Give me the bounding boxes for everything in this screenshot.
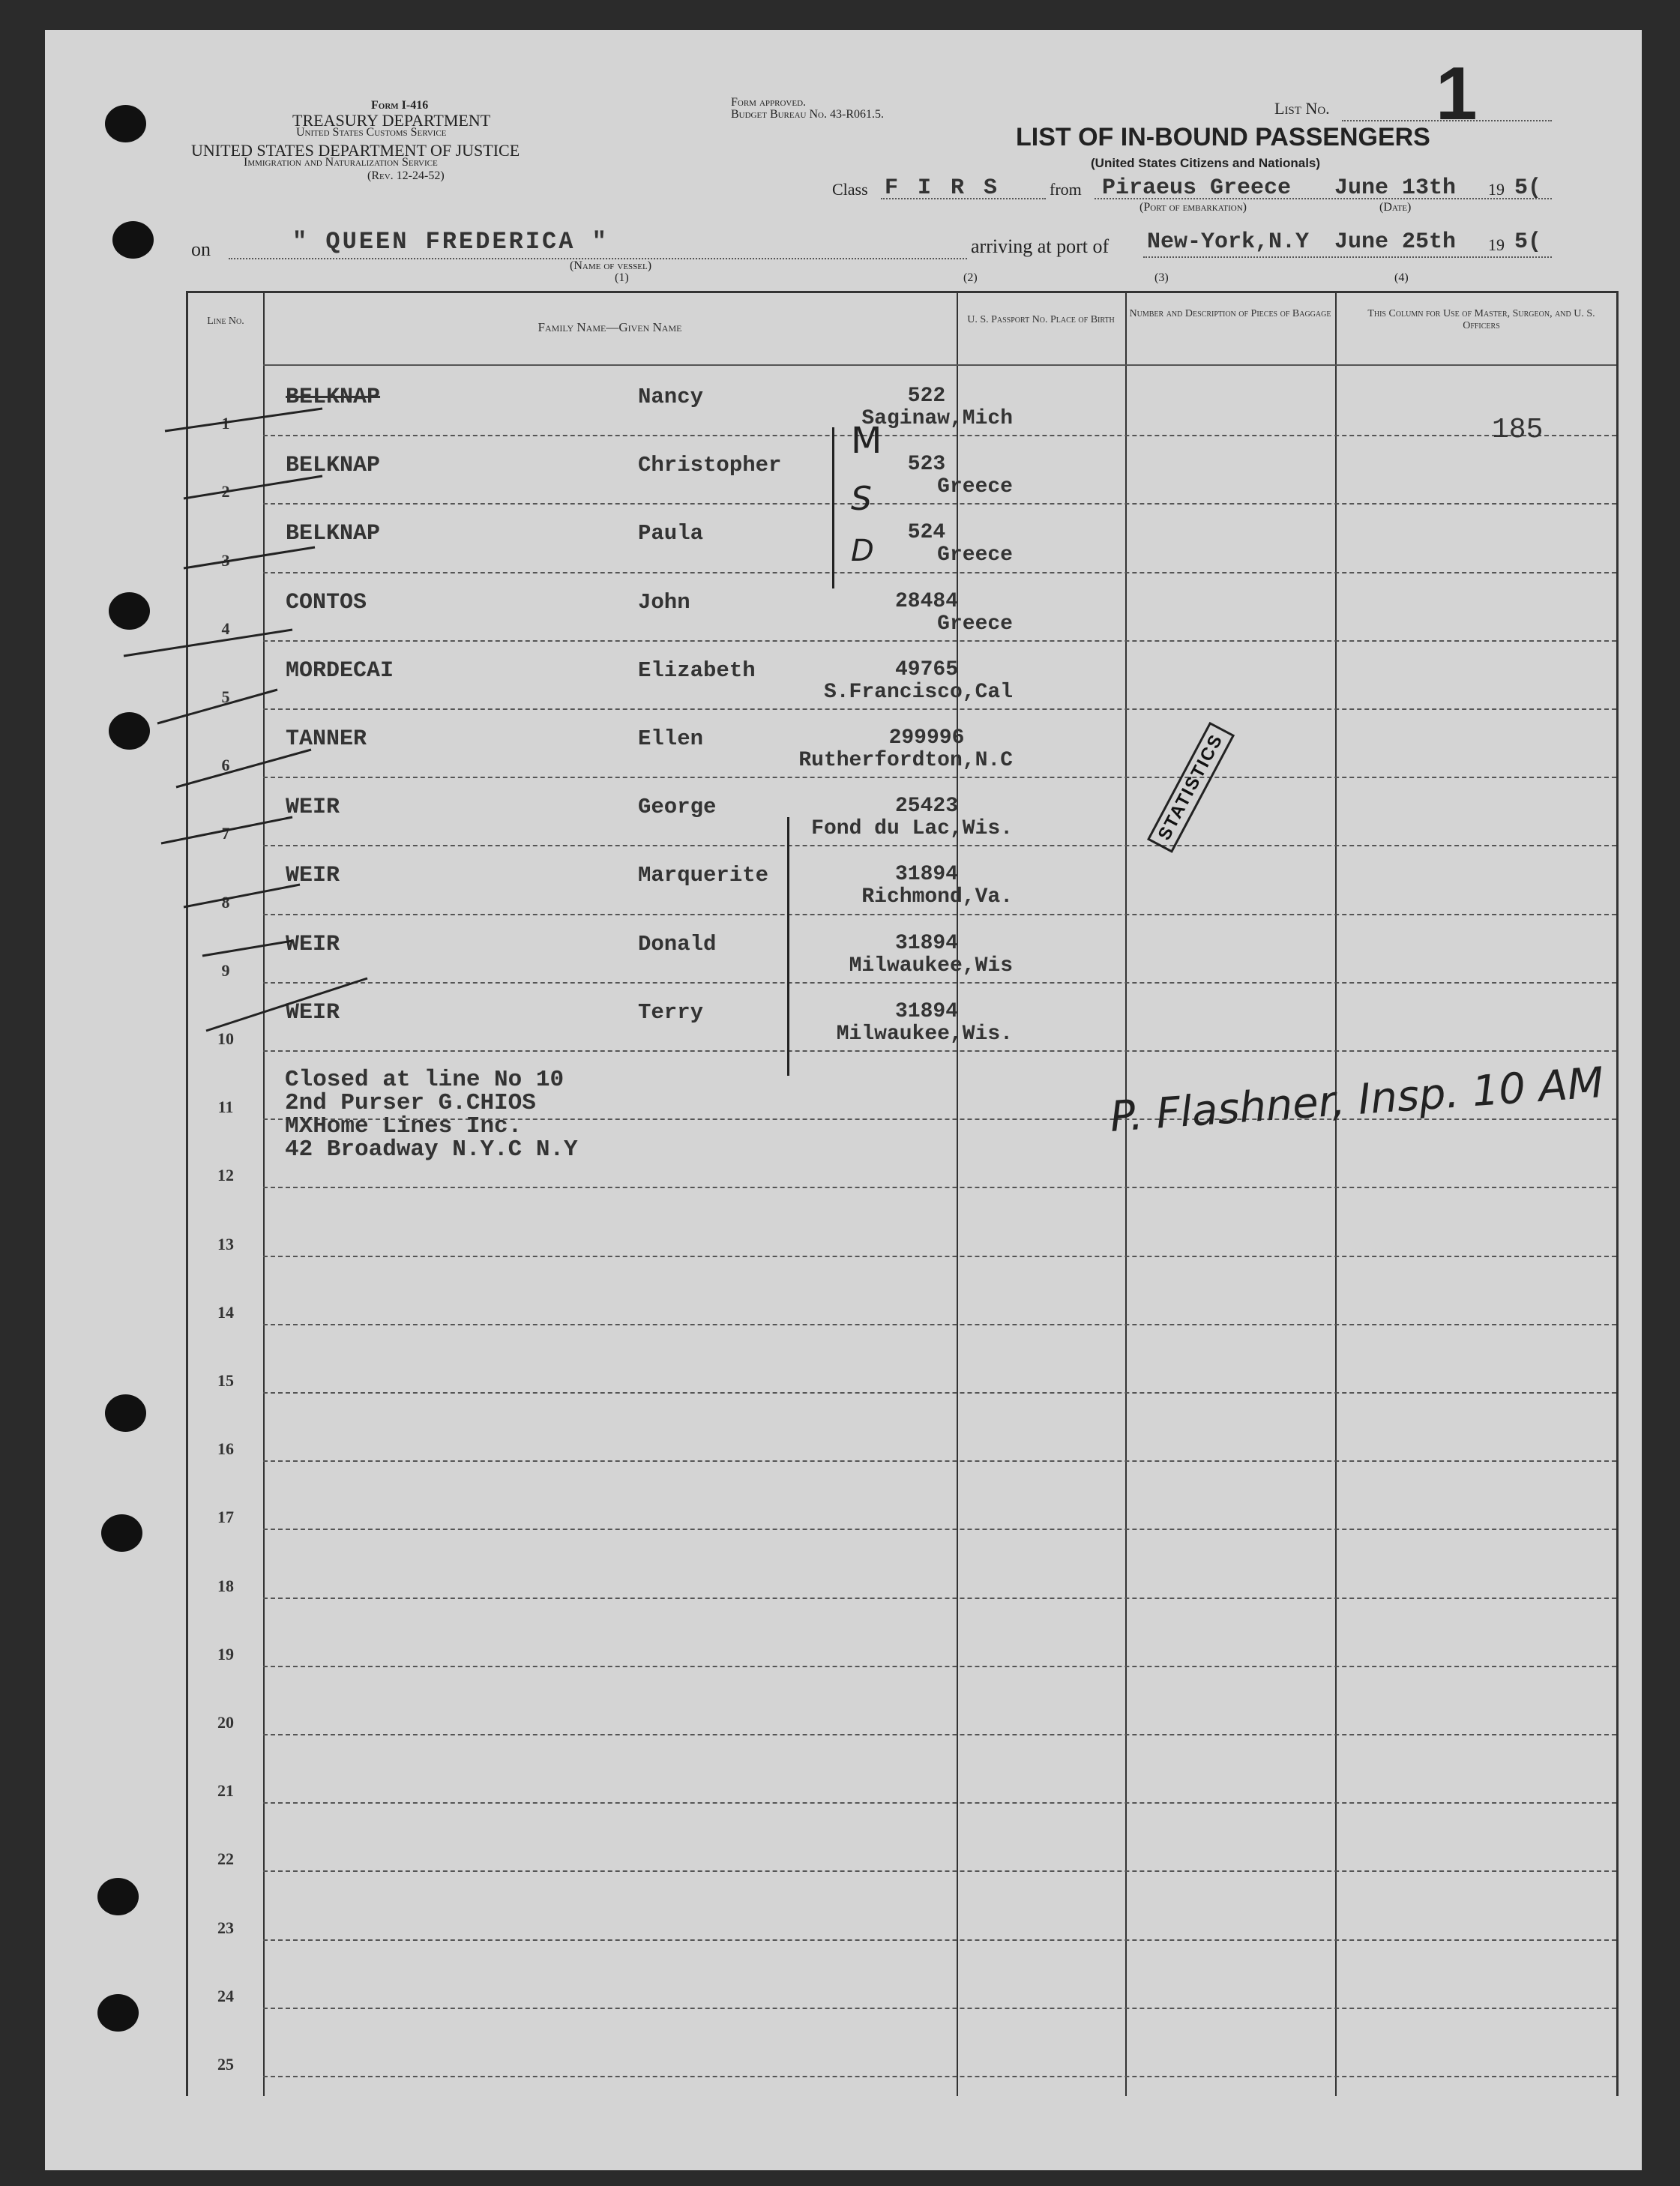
from-value: Piraeus Greece: [1102, 175, 1292, 201]
given-name: Paula: [638, 521, 704, 546]
header-rule: [263, 364, 1616, 366]
list-no-label: List No.: [1274, 99, 1330, 118]
given-name: Christopher: [638, 453, 782, 478]
passport-number: 524: [907, 521, 946, 545]
column-caption-3: (3): [1154, 271, 1169, 284]
table-row: [188, 778, 1616, 846]
passport-number: 31894: [894, 863, 958, 887]
line-number: 5: [221, 687, 230, 706]
justice-label: UNITED STATES DEPARTMENT OF JUSTICE: [191, 141, 520, 160]
header-baggage: Number and Description of Pieces of Baggage: [1129, 308, 1331, 319]
passport-number: 49765: [894, 657, 958, 681]
bracket-d: D: [851, 534, 874, 568]
on-label: on: [191, 238, 211, 260]
table-row: [188, 1667, 1616, 1735]
passport-number: 28484: [894, 589, 958, 613]
place-of-birth: Rutherfordton,N.C: [798, 749, 1013, 772]
place-of-birth: Milwaukee,Wis: [849, 954, 1013, 978]
line-number: 13: [217, 1234, 234, 1253]
column-caption-2: (2): [963, 271, 978, 284]
closing-line: Closed at line No 10: [285, 1067, 564, 1093]
passport-number: 25423: [894, 795, 958, 819]
table-row: [188, 505, 1616, 573]
binder-hole: [101, 1514, 142, 1552]
bracket-m: M: [851, 420, 882, 462]
table-row: [188, 2009, 1616, 2077]
depart-year: 5(: [1514, 175, 1542, 201]
given-name: John: [638, 589, 690, 615]
table-row: [188, 1735, 1616, 1804]
closing-line: MXHome Lines Inc.: [285, 1113, 523, 1139]
passport-number: 31894: [894, 931, 958, 955]
table-row: [188, 1325, 1616, 1394]
table-row: [188, 846, 1616, 915]
table-row: [188, 642, 1616, 710]
date-caption: (Date): [1379, 201, 1412, 214]
family-name: WEIR: [286, 863, 340, 889]
place-of-birth: Greece: [937, 544, 1013, 567]
table-row: [188, 710, 1616, 778]
family-name: WEIR: [286, 795, 340, 821]
treasury-label: TREASURY DEPARTMENT: [292, 111, 491, 130]
line-number: 7: [221, 824, 230, 843]
family-name: WEIR: [286, 931, 340, 957]
line-number: 8: [221, 892, 230, 912]
table-row: [188, 984, 1616, 1052]
family-name: MORDECAI: [286, 657, 394, 684]
officer-count: 185: [1492, 414, 1544, 446]
line-number: 19: [217, 1644, 234, 1663]
arrival-line: [1143, 256, 1552, 258]
page-title: LIST OF IN-BOUND PASSENGERS: [1016, 123, 1430, 151]
line-number: 17: [217, 1508, 234, 1527]
column-caption-4: (4): [1394, 271, 1409, 284]
line-number: 18: [217, 1576, 234, 1595]
given-name: Donald: [638, 931, 717, 957]
passenger-rows: [188, 368, 1616, 2096]
statistics-stamp: STATISTICS: [1147, 721, 1235, 852]
family-name: BELKNAP: [286, 385, 381, 410]
table-row: [188, 1941, 1616, 2009]
line-number: 10: [217, 1029, 234, 1048]
line-number: 25: [217, 2054, 234, 2074]
family-bracket: [787, 817, 795, 1076]
table-row: [188, 1394, 1616, 1462]
arrival-date: June 25th: [1334, 229, 1457, 255]
ins-label: Immigration and Naturalization Service: [244, 156, 438, 169]
bracket-s: S: [851, 480, 872, 518]
page-subtitle: (United States Citizens and Nationals): [1091, 156, 1321, 170]
family-name: WEIR: [286, 999, 340, 1026]
class-value: F I R S: [885, 175, 1001, 201]
table-row: [188, 573, 1616, 642]
place-of-birth: Fond du Lac,Wis.: [811, 817, 1013, 841]
passport-number: 31894: [894, 999, 958, 1023]
family-name: CONTOS: [286, 589, 367, 615]
given-name: George: [638, 795, 717, 820]
depart-date: June 13th: [1334, 175, 1457, 201]
place-of-birth: Greece: [937, 612, 1013, 636]
place-of-birth: Richmond,Va.: [861, 885, 1013, 909]
place-of-birth: Saginaw,Mich: [861, 407, 1013, 430]
table-row: [188, 1804, 1616, 1872]
closing-line: 2nd Purser G.CHIOS: [285, 1090, 536, 1116]
given-name: Elizabeth: [638, 657, 756, 683]
binder-hole: [109, 592, 150, 630]
passport-number: 299996: [888, 726, 965, 750]
vessel-name: " QUEEN FREDERICA ": [292, 228, 609, 256]
vessel-caption: (Name of vessel): [570, 259, 652, 272]
line-number: 1: [221, 414, 230, 433]
given-name: Nancy: [638, 385, 704, 409]
table-row: [188, 1188, 1616, 1256]
manifest-table: [186, 291, 1619, 2096]
header-name: Family Name—Given Name: [538, 320, 682, 334]
line-number: 6: [221, 756, 230, 775]
header-line-no: Line No.: [207, 316, 244, 327]
table-row: [188, 1599, 1616, 1667]
revision-label: (Rev. 12-24-52): [367, 169, 445, 182]
line-number: 15: [217, 1370, 234, 1390]
column-caption-1: (1): [615, 271, 629, 284]
form-number: Form I-416: [371, 99, 429, 112]
manifest-sheet: [45, 30, 1642, 2170]
table-row: [188, 1530, 1616, 1598]
family-bracket: [832, 427, 840, 588]
line-number: 11: [217, 1097, 234, 1117]
from-label: from: [1050, 180, 1082, 199]
given-name: Terry: [638, 999, 704, 1025]
row-rule: [263, 2076, 1616, 2077]
list-no-value: 1: [1436, 52, 1478, 136]
arrival-year: 5(: [1514, 229, 1542, 255]
table-row: [188, 1872, 1616, 1940]
header-passport: U. S. Passport No. Place of Birth: [967, 314, 1115, 325]
line-number: 2: [221, 482, 230, 502]
approved-label: Form approved.: [731, 96, 807, 109]
family-name: BELKNAP: [286, 453, 381, 479]
line-number: 16: [217, 1439, 234, 1459]
line-number: 4: [221, 618, 230, 638]
table-row: [188, 1462, 1616, 1530]
header-officers: This Column for Use of Master, Surgeon, and U. S. Officers: [1367, 308, 1595, 331]
binder-hole: [97, 1878, 139, 1915]
line-number: 24: [217, 1986, 234, 2005]
table-row: [188, 1257, 1616, 1325]
given-name: Ellen: [638, 726, 704, 751]
line-number: 20: [217, 1712, 234, 1732]
binder-hole: [109, 712, 150, 750]
arriving-label: arriving at port of: [971, 235, 1110, 257]
binder-hole: [112, 221, 154, 259]
line-number: 23: [217, 1918, 234, 1937]
line-number: 3: [221, 550, 230, 570]
binder-hole: [97, 1994, 139, 2032]
place-of-birth: S.Francisco,Cal: [823, 680, 1013, 704]
line-number: 21: [217, 1781, 234, 1801]
arrival-year-prefix: 19: [1488, 235, 1505, 254]
passport-number: 522: [907, 385, 946, 408]
budget-label: Budget Bureau No. 43-R061.5.: [731, 108, 884, 121]
place-of-birth: Greece: [937, 475, 1013, 499]
closing-block: [285, 1068, 578, 1161]
port-embark-caption: (Port of embarkation): [1139, 201, 1247, 214]
closing-line: 42 Broadway N.Y.C N.Y: [285, 1136, 578, 1163]
place-of-birth: Milwaukee,Wis.: [836, 1022, 1013, 1046]
class-label: Class: [832, 180, 868, 199]
binder-hole: [105, 1394, 146, 1432]
table-row: [188, 915, 1616, 984]
binder-hole: [105, 105, 146, 142]
passport-number: 523: [907, 453, 946, 477]
table-row: [188, 436, 1616, 505]
given-name: Marquerite: [638, 863, 769, 888]
line-number: 14: [217, 1302, 234, 1322]
inspector-signature: P. Flashner, Insp. 10 AM: [1108, 1059, 1606, 1142]
customs-label: United States Customs Service: [296, 126, 447, 139]
line-number: 12: [217, 1166, 234, 1185]
arrival-port: New-York,N.Y: [1147, 229, 1310, 255]
family-name: TANNER: [286, 726, 367, 752]
line-number: 22: [217, 1849, 234, 1869]
table-row: [188, 368, 1616, 436]
depart-year-prefix: 19: [1488, 180, 1505, 199]
line-number: 9: [221, 960, 230, 980]
family-name: BELKNAP: [286, 521, 381, 547]
